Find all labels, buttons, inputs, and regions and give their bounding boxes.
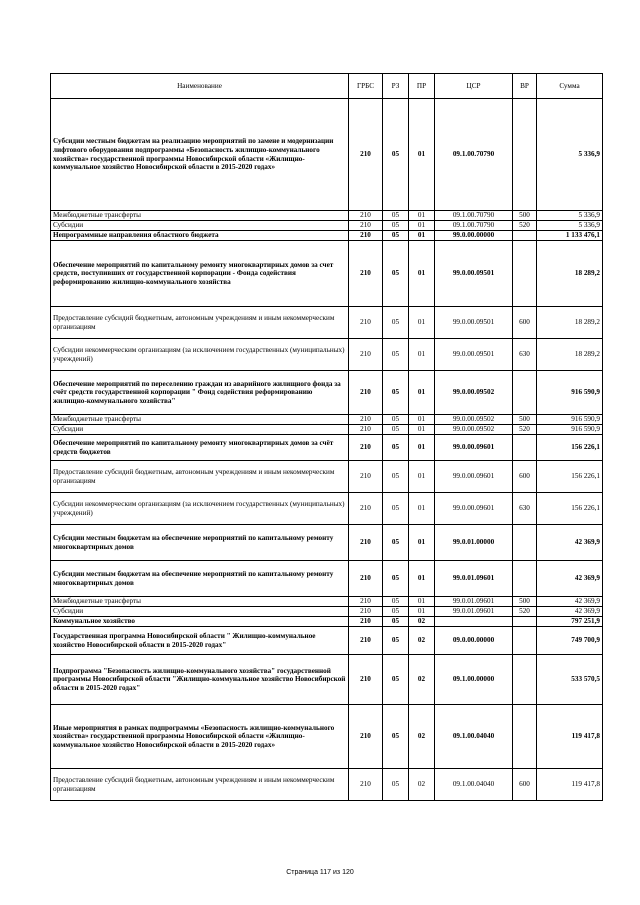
table-row [51, 493, 603, 525]
row-csr: 09.1.00.00000 [435, 655, 513, 705]
row-sum: 797 251,9 [537, 617, 603, 627]
row-csr: 09.1.00.70790 [435, 99, 513, 211]
row-csr: 09.1.00.70790 [435, 211, 513, 221]
row-csr: 99.0.01.00000 [435, 525, 513, 561]
row-grbs: 210 [349, 597, 383, 607]
row-csr [435, 617, 513, 627]
row-rz: 05 [383, 617, 409, 627]
row-pr: 01 [409, 525, 435, 561]
table-row [51, 435, 603, 461]
table-row [51, 415, 603, 425]
row-rz: 05 [383, 769, 409, 801]
row-pr: 01 [409, 561, 435, 597]
row-name: Межбюджетные трансферты [51, 211, 349, 221]
row-vr: 600 [513, 307, 537, 339]
row-name: Субсидии некоммерческим организациям (за исключением государственных (муниципальных) учреждений) [51, 493, 349, 525]
row-grbs: 210 [349, 339, 383, 371]
row-grbs: 210 [349, 425, 383, 435]
row-vr: 520 [513, 221, 537, 231]
table-row [51, 339, 603, 371]
row-name: Субсидии [51, 425, 349, 435]
row-csr: 09.1.00.04040 [435, 705, 513, 769]
row-vr: 600 [513, 461, 537, 493]
row-sum: 5 336,9 [537, 99, 603, 211]
row-name: Подпрограмма "Безопасность жилищно-коммунального хозяйства" государственной программы Новосибирской области "Жилищно-коммунальное хозяйство Новосибирской области в 2015-2020 годах" [51, 655, 349, 705]
row-pr: 01 [409, 99, 435, 211]
row-rz: 05 [383, 371, 409, 415]
row-vr: 630 [513, 493, 537, 525]
table-row [51, 627, 603, 655]
row-rz: 05 [383, 705, 409, 769]
row-grbs: 210 [349, 493, 383, 525]
table-row [51, 371, 603, 415]
row-csr: 99.0.00.09601 [435, 461, 513, 493]
row-csr: 99.0.00.09502 [435, 371, 513, 415]
header-name: Наименование [51, 74, 349, 99]
row-pr: 01 [409, 607, 435, 617]
row-sum: 18 289,2 [537, 241, 603, 307]
row-rz: 05 [383, 425, 409, 435]
row-vr: 520 [513, 607, 537, 617]
row-name: Обеспечение мероприятий по капитальному ремонту многоквартирных домов за счет средств, поступивших от государственной корпорации - Фонда содействия реформированию жилищно-коммунального хозяйства [51, 241, 349, 307]
row-vr [513, 231, 537, 241]
row-grbs: 210 [349, 241, 383, 307]
row-rz: 05 [383, 211, 409, 221]
row-sum: 5 336,9 [537, 221, 603, 231]
table-row [51, 617, 603, 627]
row-name: Предоставление субсидий бюджетным, автономным учреждениям и иным некоммерческим организациям [51, 461, 349, 493]
row-name: Предоставление субсидий бюджетным, автономным учреждениям и иным некоммерческим организациям [51, 307, 349, 339]
row-vr [513, 705, 537, 769]
row-rz: 05 [383, 307, 409, 339]
row-csr: 99.0.00.09601 [435, 493, 513, 525]
row-sum: 18 289,2 [537, 339, 603, 371]
row-pr: 02 [409, 655, 435, 705]
row-sum: 916 590,9 [537, 425, 603, 435]
row-rz: 05 [383, 221, 409, 231]
row-rz: 05 [383, 435, 409, 461]
row-rz: 05 [383, 231, 409, 241]
row-pr: 02 [409, 617, 435, 627]
row-name: Субсидии [51, 607, 349, 617]
row-csr: 99.0.00.09502 [435, 415, 513, 425]
row-grbs: 210 [349, 461, 383, 493]
row-grbs: 210 [349, 607, 383, 617]
row-rz: 05 [383, 525, 409, 561]
row-csr: 99.0.00.09501 [435, 241, 513, 307]
row-grbs: 210 [349, 371, 383, 415]
row-vr [513, 655, 537, 705]
row-csr: 99.0.00.09601 [435, 435, 513, 461]
row-sum: 42 369,9 [537, 561, 603, 597]
header-pr: ПР [409, 74, 435, 99]
row-name: Государственная программа Новосибирской области " Жилищно-коммунальное хозяйство Новосибирской области в 2015-2020 годах" [51, 627, 349, 655]
row-rz: 05 [383, 655, 409, 705]
row-name: Предоставление субсидий бюджетным, автономным учреждениям и иным некоммерческим организациям [51, 769, 349, 801]
row-vr: 520 [513, 425, 537, 435]
row-sum: 916 590,9 [537, 415, 603, 425]
row-rz: 05 [383, 597, 409, 607]
row-name: Субсидии некоммерческим организациям (за исключением государственных (муниципальных) учреждений) [51, 339, 349, 371]
page-number: Страница 117 из 120 [286, 869, 354, 876]
row-rz: 05 [383, 493, 409, 525]
row-grbs: 210 [349, 211, 383, 221]
row-sum: 156 226,1 [537, 493, 603, 525]
row-pr: 01 [409, 425, 435, 435]
row-vr [513, 525, 537, 561]
row-vr: 630 [513, 339, 537, 371]
header-sum: Сумма [537, 74, 603, 99]
table-header-row [51, 74, 603, 99]
row-grbs: 210 [349, 415, 383, 425]
row-csr: 99.0.00.00000 [435, 231, 513, 241]
row-csr: 99.0.01.09601 [435, 561, 513, 597]
row-grbs: 210 [349, 617, 383, 627]
row-vr [513, 627, 537, 655]
row-grbs: 210 [349, 307, 383, 339]
row-vr: 600 [513, 769, 537, 801]
row-sum: 156 226,1 [537, 435, 603, 461]
row-pr: 01 [409, 435, 435, 461]
row-grbs: 210 [349, 705, 383, 769]
table-row [51, 561, 603, 597]
row-grbs: 210 [349, 655, 383, 705]
row-name: Субсидии местным бюджетам на обеспечение мероприятий по капитальному ремонту многоквартирных домов [51, 561, 349, 597]
row-grbs: 210 [349, 627, 383, 655]
row-pr: 01 [409, 241, 435, 307]
row-name: Межбюджетные трансферты [51, 597, 349, 607]
table-row [51, 769, 603, 801]
row-grbs: 210 [349, 99, 383, 211]
row-sum: 5 336,9 [537, 211, 603, 221]
row-csr: 99.0.01.09601 [435, 597, 513, 607]
row-name: Субсидии [51, 221, 349, 231]
row-name: Непрограммные направления областного бюджета [51, 231, 349, 241]
budget-table [50, 73, 603, 801]
row-rz: 05 [383, 627, 409, 655]
table-row [51, 597, 603, 607]
table-row [51, 211, 603, 221]
row-sum: 533 570,5 [537, 655, 603, 705]
row-sum: 119 417,8 [537, 769, 603, 801]
row-vr: 500 [513, 597, 537, 607]
row-csr: 99.0.00.09502 [435, 425, 513, 435]
table-row [51, 425, 603, 435]
table-row [51, 525, 603, 561]
row-pr: 01 [409, 415, 435, 425]
header-rz: РЗ [383, 74, 409, 99]
row-vr [513, 561, 537, 597]
row-name: Обеспечение мероприятий по переселению граждан из аварийного жилищного фонда за счёт средств государственной корпорации " Фонд содействия реформированию жилищно-коммунального хозяйства" [51, 371, 349, 415]
row-name: Субсидии местным бюджетам на реализацию мероприятий по замене и модернизации лифтового оборудования подпрограммы «Безопасность жилищно-коммунального хозяйства» государственной программы Новосибирской области «Жилищно-коммунальное хозяйство Новосибирской области в 2015-2020 годах» [51, 99, 349, 211]
header-csr: ЦСР [435, 74, 513, 99]
row-sum: 18 289,2 [537, 307, 603, 339]
row-grbs: 210 [349, 561, 383, 597]
row-vr [513, 435, 537, 461]
table-row [51, 241, 603, 307]
row-pr: 01 [409, 339, 435, 371]
row-name: Обеспечение мероприятий по капитальному ремонту многоквартирных домов за счёт средств бюджетов [51, 435, 349, 461]
table-row [51, 221, 603, 231]
row-rz: 05 [383, 415, 409, 425]
row-sum: 119 417,8 [537, 705, 603, 769]
row-csr: 99.0.01.09601 [435, 607, 513, 617]
row-pr: 02 [409, 627, 435, 655]
row-grbs: 210 [349, 769, 383, 801]
row-pr: 01 [409, 221, 435, 231]
row-vr [513, 99, 537, 211]
row-pr: 01 [409, 211, 435, 221]
header-vr: ВР [513, 74, 537, 99]
row-vr [513, 371, 537, 415]
row-vr [513, 241, 537, 307]
table-row [51, 231, 603, 241]
row-grbs: 210 [349, 435, 383, 461]
row-pr: 02 [409, 769, 435, 801]
row-csr: 09.0.00.00000 [435, 627, 513, 655]
row-rz: 05 [383, 99, 409, 211]
row-pr: 02 [409, 705, 435, 769]
row-pr: 01 [409, 307, 435, 339]
row-pr: 01 [409, 493, 435, 525]
row-name: Иные мероприятия в рамках подпрограммы «Безопасность жилищно-коммунального хозяйства» государственной программы Новосибирской области «Жилищно-коммунальное хозяйство Новосибирской области в 2015-2020 годах» [51, 705, 349, 769]
row-rz: 05 [383, 339, 409, 371]
row-rz: 05 [383, 607, 409, 617]
row-vr: 500 [513, 211, 537, 221]
row-grbs: 210 [349, 221, 383, 231]
row-sum: 42 369,9 [537, 607, 603, 617]
row-sum: 1 133 476,1 [537, 231, 603, 241]
table-row [51, 705, 603, 769]
row-grbs: 210 [349, 231, 383, 241]
row-csr: 99.0.00.09501 [435, 307, 513, 339]
table-row [51, 655, 603, 705]
row-grbs: 210 [349, 525, 383, 561]
row-sum: 749 700,9 [537, 627, 603, 655]
row-sum: 916 590,9 [537, 371, 603, 415]
row-name: Коммунальное хозяйство [51, 617, 349, 627]
row-csr: 99.0.00.09501 [435, 339, 513, 371]
row-pr: 01 [409, 597, 435, 607]
row-sum: 42 369,9 [537, 525, 603, 561]
table-body [51, 99, 603, 801]
header-grbs: ГРБС [349, 74, 383, 99]
row-sum: 156 226,1 [537, 461, 603, 493]
table-row [51, 307, 603, 339]
row-pr: 01 [409, 371, 435, 415]
row-pr: 01 [409, 461, 435, 493]
table-row [51, 607, 603, 617]
row-name: Межбюджетные трансферты [51, 415, 349, 425]
row-pr: 01 [409, 231, 435, 241]
row-rz: 05 [383, 461, 409, 493]
row-rz: 05 [383, 241, 409, 307]
row-name: Субсидии местным бюджетам на обеспечение мероприятий по капитальному ремонту многоквартирных домов [51, 525, 349, 561]
row-sum: 42 369,9 [537, 597, 603, 607]
row-rz: 05 [383, 561, 409, 597]
row-csr: 09.1.00.70790 [435, 221, 513, 231]
row-vr: 500 [513, 415, 537, 425]
table-row [51, 99, 603, 211]
table-row [51, 461, 603, 493]
row-vr [513, 617, 537, 627]
row-csr: 09.1.00.04040 [435, 769, 513, 801]
